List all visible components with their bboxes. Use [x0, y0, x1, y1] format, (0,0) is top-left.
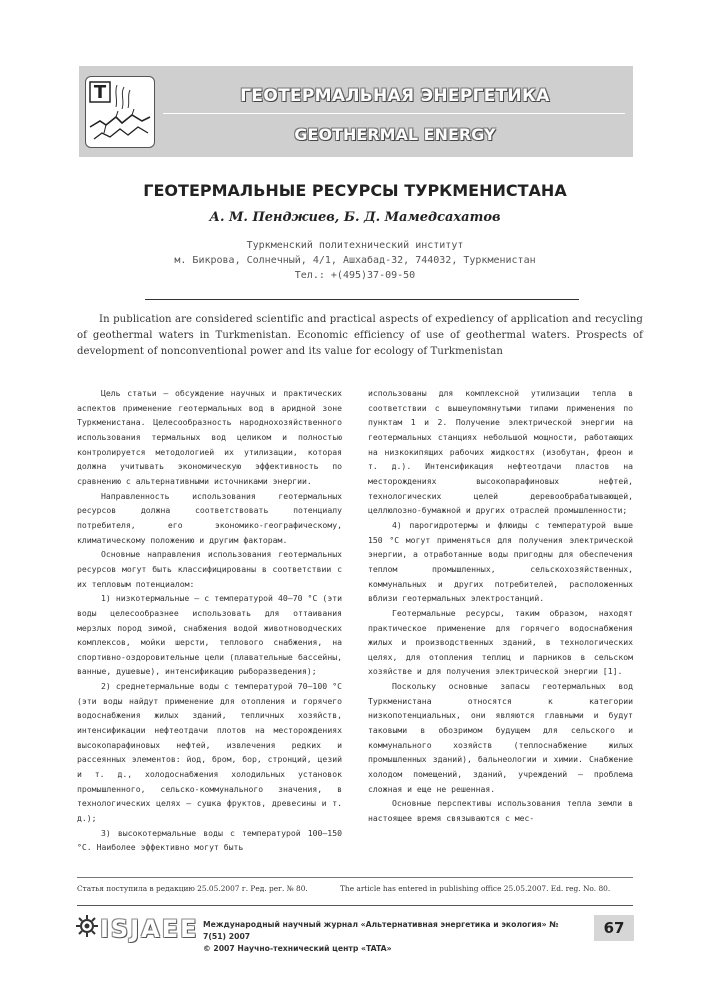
paragraph: Поскольку основные запасы геотермальных вод Туркменистана относятся к категории низкопотенциальных, они являются главными и будут таковыми в обозримом будущем для сельского и коммунального хозяйств (теплоснабжение жилых промышленных зданий), бальнеологии и химии. Снабжение холодом помещений, зданий, учреждений — проблема сложная и еще не решенная. [368, 681, 633, 794]
paragraph: Направленность использования геотермальных ресурсов должна соответствовать потенциалу потребителя, его экономико-географическому, климатическому положению и другим факторам. [77, 490, 342, 545]
paragraph: Цель статьи — обсуждение научных и практических аспектов применение геотермальных вод в аридной зоне Туркменистана. Целесообразность народнохозяйственного использования термальных вод целиком и полностью контролируется методологией их утилизации, которая должна учитывать экономическую эффективность по сравнению с альтернативными источниками энергии. [77, 388, 342, 486]
journal-info [203, 919, 583, 955]
article-authors: А. М. Пенджиев, Б. Д. Мамедсахатов [209, 210, 501, 225]
paragraph: использованы для комплексной утилизации тепла в соответствии с вышеупомянутыми типами применения по пунктам 1 и 2. Получение электрической энергии на геотермальных станциях небольшой мощности, работающих на низкокипящих рабочих жидкостях (изобутан, фреон и т. д.). Интенсификация нефтеотдачи пластов на месторождениях высокопарафиновых нефтей, технологических целей деревообрабатывающей, целлюлозно-бумажной и других отраслей промышленности; [368, 388, 633, 516]
section-title-en: GEOTHERMAL ENERGY [294, 125, 496, 144]
body-column-right [368, 386, 633, 826]
page-number: 67 [594, 915, 634, 941]
paragraph: Основные перспективы использования тепла земли в настоящее время связываются с мес- [368, 798, 633, 824]
paragraph: Геотермальные ресурсы, таким образом, находят практическое применение для горячего водоснабжения жилых и производственных зданий, в технологических целях, для отопления теплиц и парников в сельском хозяйстве и для получения электрической энергии [1]. [368, 607, 633, 677]
journal-copyright: © 2007 Научно-технический центр «TATA» [203, 944, 392, 953]
section-title-ru: ГЕОТЕРМАЛЬНАЯ ЭНЕРГЕТИКА [240, 86, 550, 106]
section-logo [85, 76, 155, 148]
geothermal-section-icon [86, 77, 154, 147]
abstract: In publication are considered scientific and practical aspects of expediency of application and recycling of geothermal waters in Turkmenistan. Economic efficiency of use of geothermal waters. Prospects of development of nonconventional power and its value for ecology of Turkmenistan [77, 314, 643, 357]
footnote-divider [77, 877, 633, 878]
affiliation-address: м. Бикрова, Солнечный, 4/1, Ашхабад-32, 744032, Туркменистан [174, 255, 536, 266]
paragraph: 2) среднетермальные воды с температурой 70–100 °С (эти воды найдут применение для отопления и горячего водоснабжения жилых зданий, тепличных хозяйств, интенсификации нефтеотдачи плотов на месторождениях высокопарафиновых нефтей, извлечения редких и рассеянных элементов: йод, бром, бор, стронций, цезий и т. д., холодоснабжения холодильных установок промышленного, сельско-коммунального значения, в технологических целях — сушка фруктов, древесины и т. д.); [77, 681, 342, 824]
paragraph: Основные направления использования геотермальных ресурсов могут быть классифицированы в соответствии с их тепловым потенциалом: [77, 549, 342, 589]
sun-gear-icon [75, 914, 99, 938]
affiliation-phone: Тел.: +(495)37-09-50 [294, 270, 416, 281]
footer-divider [77, 905, 633, 906]
logo-letter: T [93, 82, 107, 103]
paragraph: 4) парогидротермы и флюиды с температурой выше 150 °С могут применяться для получения электрической энергии, а отработанные воды пригодны для обеспечения теплом промышленных, сельскохозяйственных, коммунальных и других потребителей, расположенных вблизи геотермальных электростанций. [368, 519, 633, 604]
body-column-left [77, 386, 342, 855]
paragraph: 3) высокотермальные воды с температурой 100–150 °С. Наиболее эффективно могут быть [77, 827, 342, 853]
title-divider [145, 299, 579, 300]
affiliation-institute: Туркменский политехнический институт [246, 240, 464, 251]
footnote-ru: Статья поступила в редакцию 25.05.2007 г. Ред. рег. № 80. [77, 884, 308, 893]
header-divider [163, 113, 625, 114]
journal-brand-logo: ISJAEE [100, 915, 199, 943]
journal-name: Международный научный журнал «Альтернативная энергетика и экология» № 7(51) 2007 [203, 920, 559, 941]
paragraph: 1) низкотермальные — с температурой 40–70 °С (эти воды целесообразнее использовать для оттаивания мерзлых пород зимой, снабжения водой животноводческих комплексов, мойки шерсти, теплового снабжения, на спортивно-оздоровительные цели (плавательные бассейны, ванные, душевые), интенсификацию рыборазведения); [77, 593, 342, 677]
footnote-en: The article has entered in publishing office 25.05.2007. Ed. reg. No. 80. [340, 884, 611, 893]
article-title: ГЕОТЕРМАЛЬНЫЕ РЕСУРСЫ ТУРКМЕНИСТАНА [143, 181, 567, 200]
